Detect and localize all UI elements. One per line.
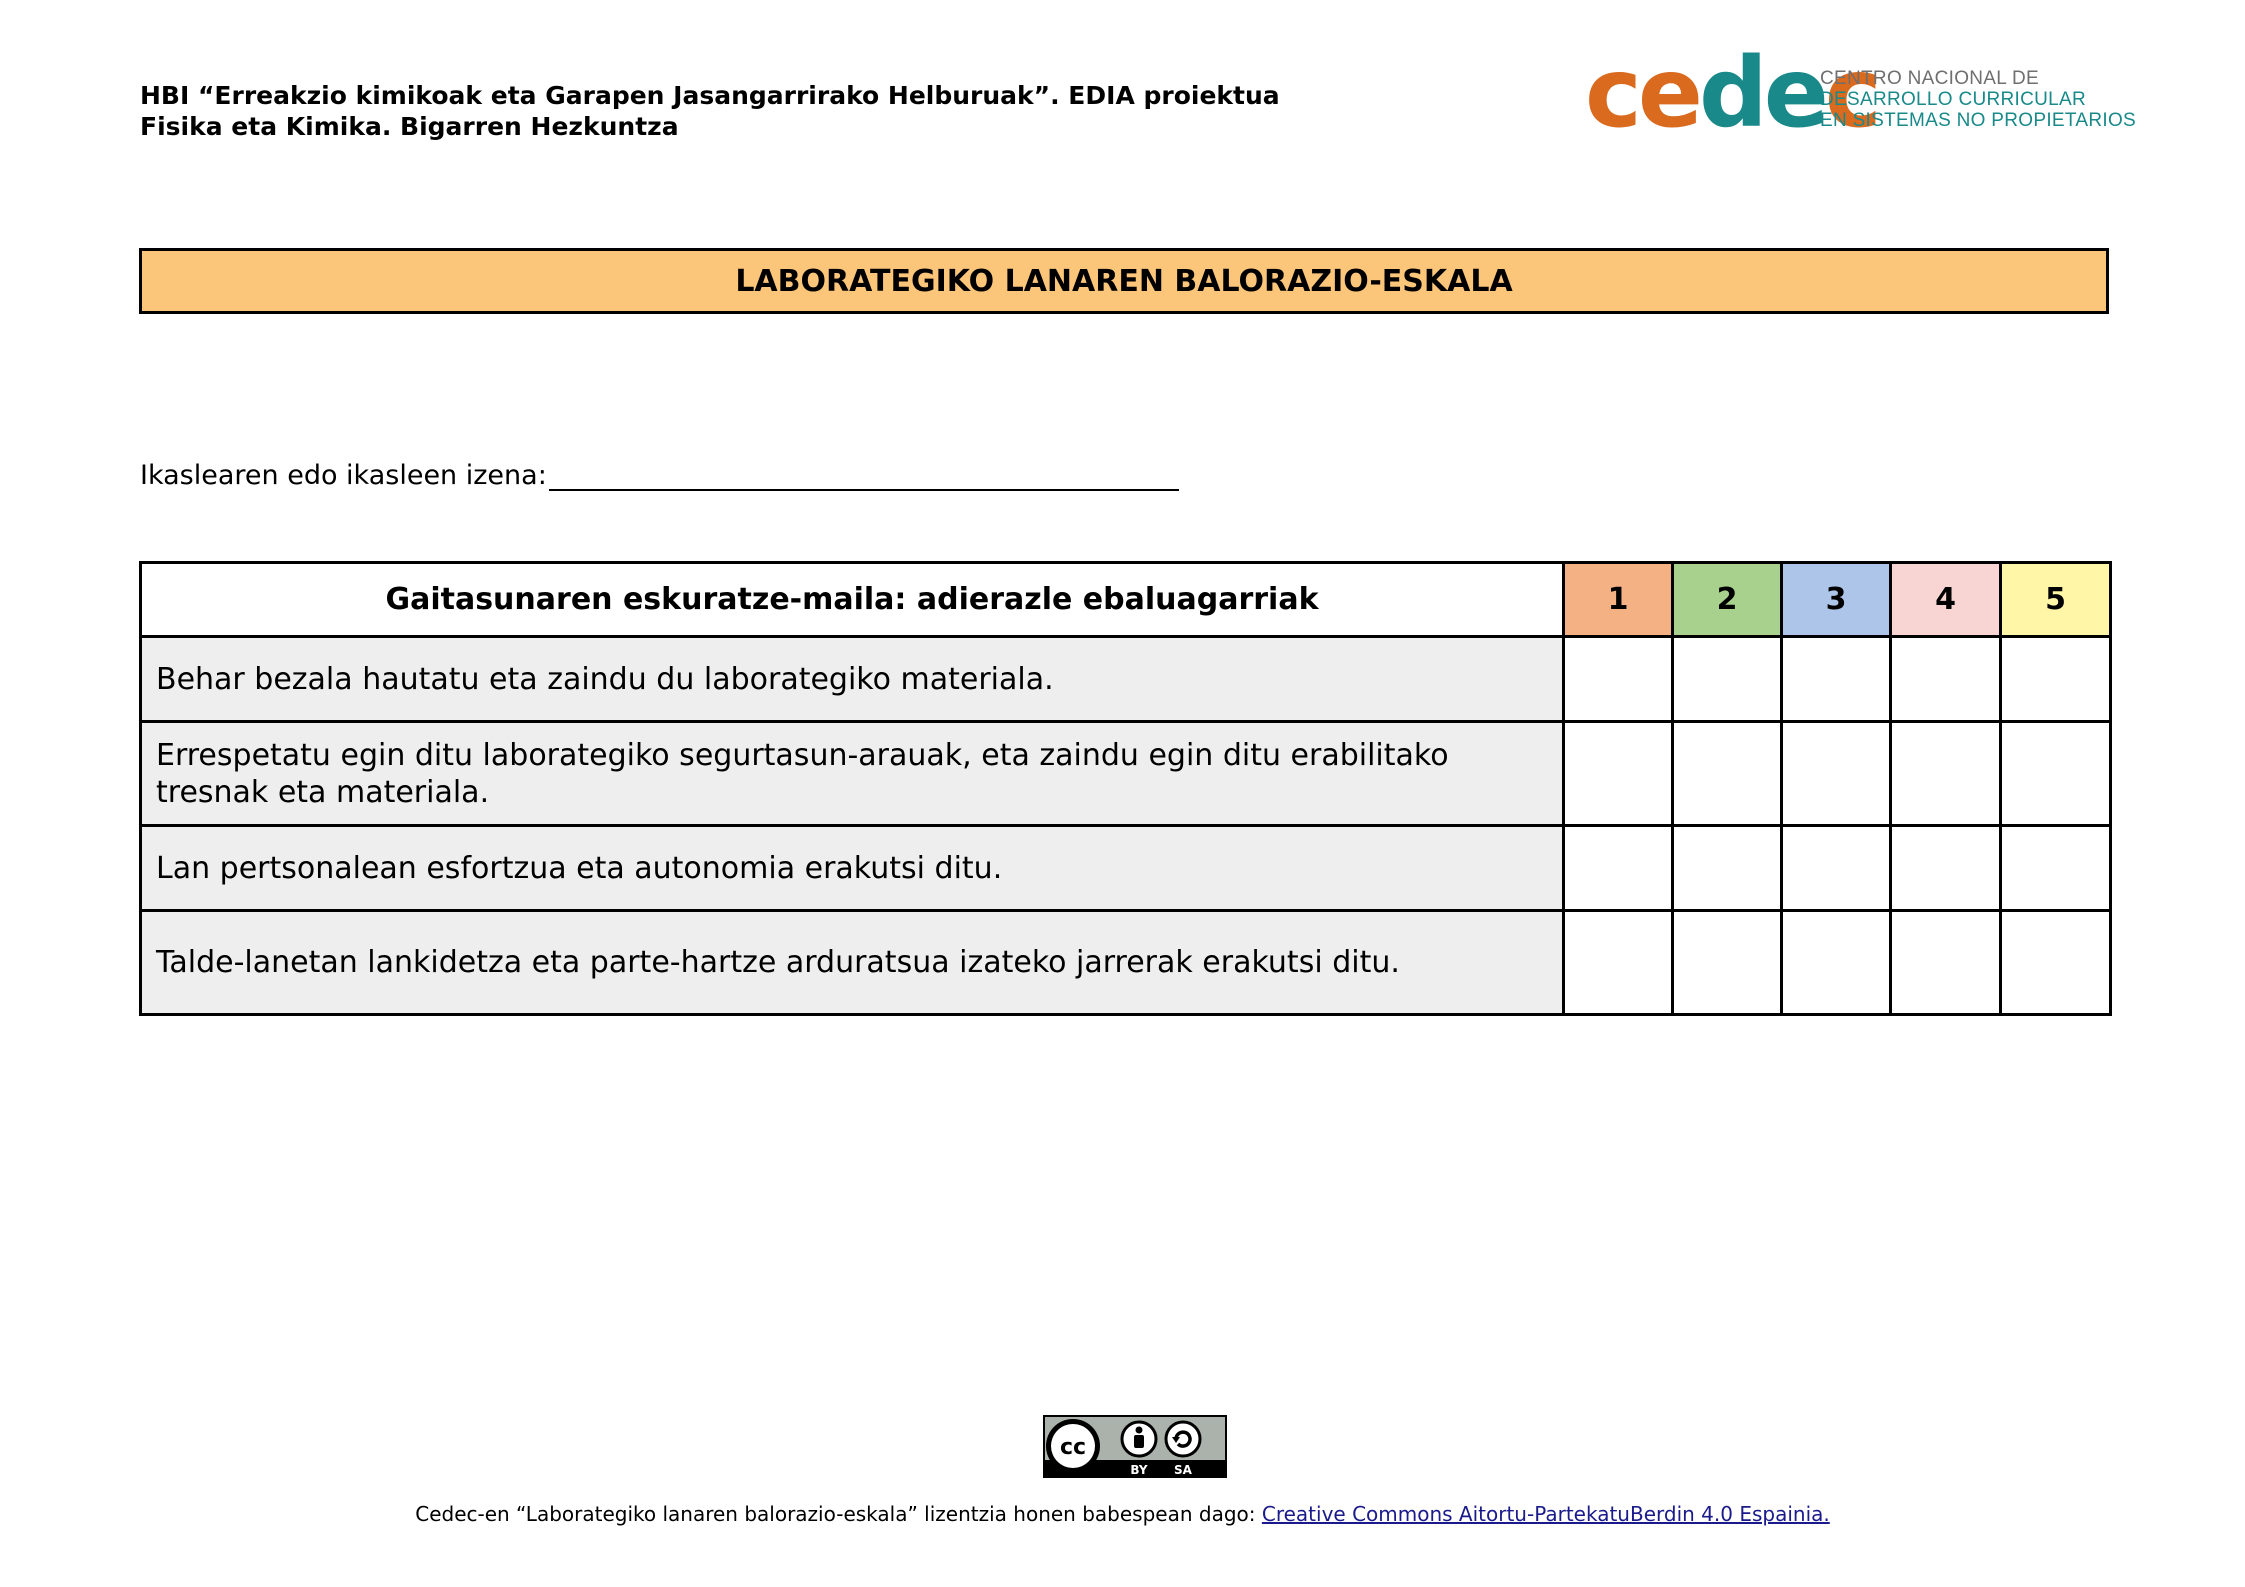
license-text: Cedec-en “Laborategiko lanaren balorazio-eskala” lizentzia honen babespean dago: (415, 1502, 1262, 1526)
rating-cell-1[interactable] (1564, 911, 1673, 1015)
logo-tagline-3: EN SISTEMAS NO PROPIETARIOS (1820, 110, 2137, 131)
share-alike-icon (1166, 1422, 1200, 1456)
student-name-label: Ikaslearen edo ikasleen izena: (140, 460, 547, 491)
rating-cell-1[interactable] (1564, 637, 1673, 722)
rating-cell-4[interactable] (1891, 826, 2001, 911)
level-header-1: 1 (1564, 563, 1673, 637)
criterion-text: Talde-lanetan lankidetza eta parte-hartze arduratsua izateko jarrerak erakutsi ditu. (141, 911, 1564, 1015)
level-header-3: 3 (1782, 563, 1891, 637)
logo-tagline-1: CENTRO NACIONAL DE (1820, 68, 2040, 89)
rating-cell-5[interactable] (2001, 911, 2111, 1015)
table-row (141, 722, 2111, 826)
rating-cell-3[interactable] (1782, 637, 1891, 722)
rating-cell-4[interactable] (1891, 911, 2001, 1015)
rating-cell-2[interactable] (1673, 722, 1782, 826)
rating-cell-4[interactable] (1891, 722, 2001, 826)
criteria-header: Gaitasunaren eskuratze-maila: adierazle ebaluagarriak (141, 563, 1564, 637)
rating-scale-table (139, 561, 2112, 1016)
table-row (141, 637, 2111, 722)
criterion-text: Lan pertsonalean esfortzua eta autonomia erakutsi ditu. (141, 826, 1564, 911)
criterion-text: Errespetatu egin ditu laborategiko segurtasun-arauak, eta zaindu egin ditu erabilitako tresnak eta materiala. (141, 722, 1564, 826)
license-footer (0, 1502, 2245, 1526)
page-title: LABORATEGIKO LANAREN BALORAZIO-ESKALA (139, 248, 2109, 314)
rating-cell-3[interactable] (1782, 722, 1891, 826)
level-header-4: 4 (1891, 563, 2001, 637)
student-name-field (140, 460, 1179, 491)
cc-text: cc (1059, 1435, 1087, 1460)
criterion-text: Behar bezala hautatu eta zaindu du laborategiko materiala. (141, 637, 1564, 722)
student-name-blank[interactable] (549, 461, 1179, 491)
rating-cell-3[interactable] (1782, 911, 1891, 1015)
table-header-row (141, 563, 2111, 637)
header-line-2: Fisika eta Kimika. Bigarren Hezkuntza (140, 112, 679, 141)
rating-cell-5[interactable] (2001, 637, 2111, 722)
table-row (141, 911, 2111, 1015)
by-text: BY (1130, 1463, 1148, 1477)
document-header (140, 80, 1280, 142)
rating-cell-3[interactable] (1782, 826, 1891, 911)
header-line-1: HBI “Erreakzio kimikoak eta Garapen Jasangarrirako Helburuak”. EDIA proiektua (140, 81, 1280, 110)
rating-cell-5[interactable] (2001, 722, 2111, 826)
rating-cell-2[interactable] (1673, 637, 1782, 722)
rating-cell-2[interactable] (1673, 911, 1782, 1015)
table-row (141, 826, 2111, 911)
rating-cell-2[interactable] (1673, 826, 1782, 911)
sa-text: SA (1174, 1463, 1192, 1477)
cc-by-sa-badge (1043, 1415, 1227, 1478)
logo-wordmark: cedec (1585, 37, 1878, 149)
level-header-5: 5 (2001, 563, 2111, 637)
rating-cell-4[interactable] (1891, 637, 2001, 722)
level-header-2: 2 (1673, 563, 1782, 637)
logo-tagline-2: DESARROLLO CURRICULAR (1820, 89, 2087, 110)
rating-cell-1[interactable] (1564, 722, 1673, 826)
rating-cell-5[interactable] (2001, 826, 2111, 911)
license-link[interactable]: Creative Commons Aitortu-PartekatuBerdin 4.0 Espainia. (1261, 1502, 1830, 1526)
logo-tagline (1820, 68, 2136, 131)
rating-cell-1[interactable] (1564, 826, 1673, 911)
